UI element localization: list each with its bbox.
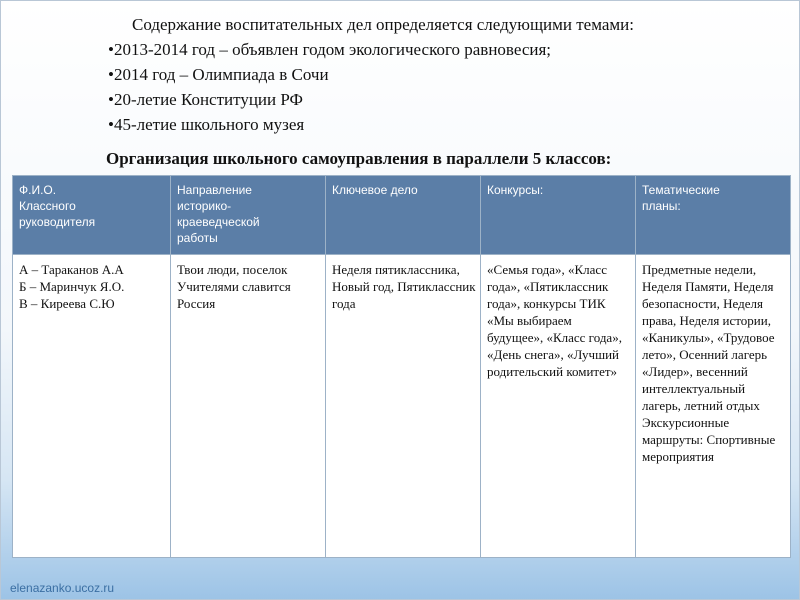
header-line: Классного <box>19 199 76 213</box>
self-government-table <box>12 175 791 558</box>
intro-item: •20-летие Конституции РФ <box>108 90 303 109</box>
header-line: руководителя <box>19 215 96 229</box>
header-teacher <box>13 176 171 255</box>
teacher-line: Б – Маринчук Я.О. <box>19 279 125 294</box>
teacher-line: А – Тараканов А.А <box>19 262 124 277</box>
header-line: Ф.И.О. <box>19 183 57 197</box>
teacher-line: В – Киреева С.Ю <box>19 296 115 311</box>
header-line: Тематические <box>642 183 720 197</box>
cell-key-event: Неделя пятиклассника, Новый год, Пятиклассник года <box>326 255 481 558</box>
header-plans <box>636 176 791 255</box>
cell-contests: «Семья года», «Класс года», «Пятиклассник года», конкурсы ТИК «Мы выбираем будущее», «Класс года», «День снега», «Лучший родительский комитет» <box>481 255 636 558</box>
table-header-row <box>13 176 791 255</box>
cell-direction: Твои люди, поселок Учителями славится Россия <box>171 255 326 558</box>
intro-item: •2014 год – Олимпиада в Сочи <box>108 65 329 84</box>
header-line: Конкурсы: <box>487 183 544 197</box>
section-heading: Организация школьного самоуправления в параллели 5 классов: <box>106 149 612 168</box>
header-line: историко- <box>177 199 232 213</box>
table-row <box>13 255 791 558</box>
header-line: работы <box>177 231 218 245</box>
header-line: Направление <box>177 183 252 197</box>
header-key-event <box>326 176 481 255</box>
header-line: планы: <box>642 199 681 213</box>
header-line: Ключевое дело <box>332 183 418 197</box>
site-watermark: elenazanko.ucoz.ru <box>10 581 115 595</box>
intro-lead: Содержание воспитательных дел определяется следующими темами: <box>132 15 634 34</box>
intro-item: •45-летие школьного музея <box>108 115 305 134</box>
intro-block <box>108 12 634 137</box>
cell-teachers <box>13 255 171 558</box>
header-contests <box>481 176 636 255</box>
intro-item: •2013-2014 год – объявлен годом экологического равновесия; <box>108 40 552 59</box>
header-line: краеведческой <box>177 215 260 229</box>
header-direction <box>171 176 326 255</box>
cell-plans: Предметные недели, Неделя Памяти, Неделя безопасности, Неделя права, Неделя истории, «Каникулы», «Трудовое лето», Осенний лагерь «Лидер», весенний интеллектуальный лагерь, летний отдых Экскурсионные маршруты: Спортивные мероприятия <box>636 255 791 558</box>
